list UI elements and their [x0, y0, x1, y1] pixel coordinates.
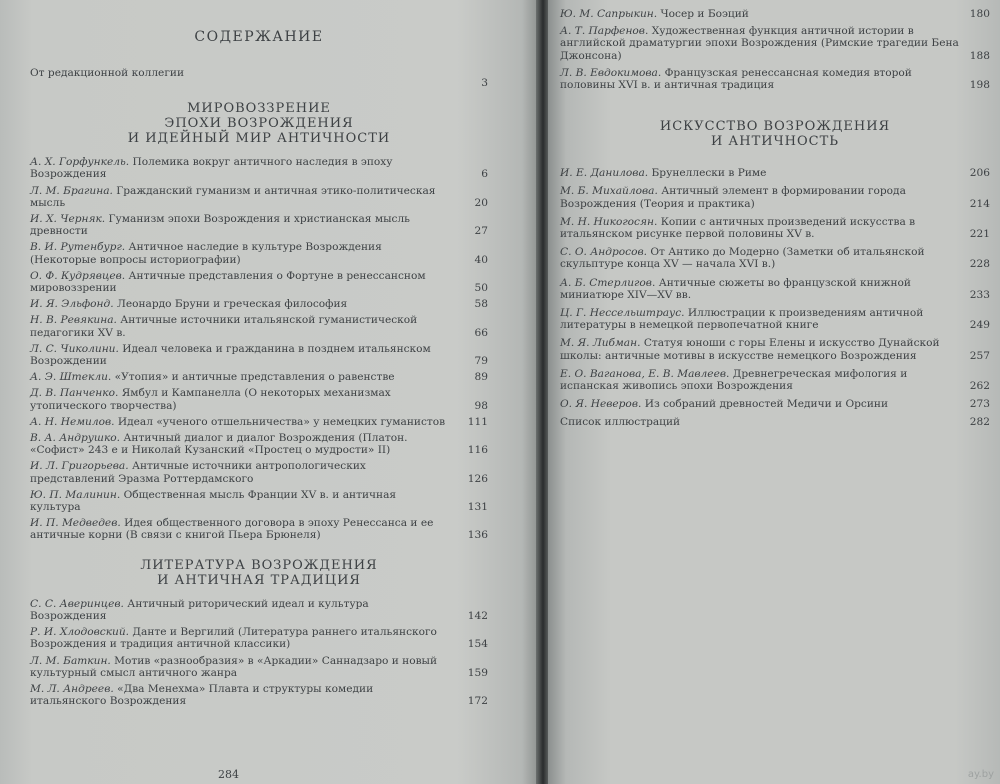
toc-entry — [560, 216, 990, 240]
entry-author: И. Я. Эльфонд. — [30, 298, 117, 311]
entry-page-number: 233 — [969, 288, 990, 301]
toc-entry — [30, 213, 488, 237]
entry-author: М. Я. Либман. — [560, 337, 644, 350]
toc-entry — [30, 241, 488, 265]
toc-entry — [30, 432, 488, 456]
entry-page-number: 214 — [969, 197, 990, 210]
toc-entry — [560, 8, 990, 20]
entry-author: Ю. П. Малинин. — [30, 488, 124, 501]
entry-page-number: 116 — [467, 444, 488, 457]
entry-author: М. Л. Андреев. — [30, 682, 118, 695]
entry-author: С. С. Аверинцев. — [30, 597, 128, 610]
entry-title: Идея общественного договора в эпоху Ренессанса и ее античные корни (В связи с книгой Пьера Брюнеля) — [30, 517, 434, 542]
entry-title: Полемика вокруг античного наследия в эпоху Возрождения — [30, 156, 393, 181]
section-line: ИСКУССТВО ВОЗРОЖДЕНИЯ — [659, 119, 891, 135]
entry-page-number: 282 — [969, 416, 990, 429]
entry-title: Леонардо Бруни и греческая философия — [116, 298, 348, 311]
toc-title: СОДЕРЖАНИЕ — [194, 29, 324, 45]
entry-title: Гуманизм эпохи Возрождения и христианская мысль древности — [30, 213, 410, 238]
toc-entry — [30, 298, 488, 310]
section-heading-1 — [30, 101, 488, 146]
entry-title: Античные источники итальянской гуманистической педагогики XV в. — [30, 314, 418, 339]
toc-list-4 — [560, 167, 990, 428]
entry-page-number: 273 — [969, 398, 990, 411]
entry-page-number: 188 — [969, 49, 990, 62]
entry-author: О. Ф. Кудрявцев. — [30, 269, 129, 282]
toc-entry — [30, 598, 488, 622]
entry-title: Художественная функция античной истории в английской драматургии эпохи Возрождения (Римские трагедии Бена Джонсона) — [560, 25, 959, 62]
entry-page-number: 172 — [467, 695, 488, 708]
entry-author: Р. И. Хлодовский. — [30, 626, 133, 639]
toc-entry — [30, 416, 488, 428]
entry-page-number: 27 — [474, 225, 488, 238]
entry-page-number: 221 — [969, 228, 990, 241]
toc-list-1 — [30, 156, 488, 541]
entry-page-number: 89 — [474, 371, 488, 384]
entry-author: Е. О. Ваганова, Е. В. Мавлеев. — [560, 367, 733, 380]
entry-title: Общественная мысль Франции XV в. и античная культура — [30, 488, 397, 514]
section-heading-3 — [560, 119, 990, 149]
entry-page-number: 111 — [467, 415, 488, 428]
intro-page: 3 — [481, 77, 488, 89]
entry-title: Древнегреческая мифология и испанская живопись эпохи Возрождения — [560, 367, 908, 393]
entry-page-number: 198 — [969, 79, 990, 92]
entry-author: Ц. Г. Нессельштраус. — [560, 307, 688, 320]
toc-entry — [30, 156, 488, 180]
entry-page-number: 206 — [969, 167, 990, 180]
toc-entry — [30, 371, 488, 383]
entry-title: Данте и Вергилий (Литература раннего итальянского Возрождения и традиция античной классики) — [30, 626, 437, 651]
entry-page-number: 79 — [474, 355, 488, 368]
entry-title: Копии с античных произведений искусства в итальянском рисунке первой половины XV в. — [560, 215, 916, 241]
entry-author: А. Э. Штекли. — [30, 371, 115, 384]
entry-title: От Антико до Модерно (Заметки об итальянской скульптуре конца XV — начала XVI в.) — [560, 246, 925, 271]
toc-list-3 — [560, 8, 990, 91]
entry-page-number: 154 — [467, 638, 488, 651]
entry-author: Л. С. Чиколини. — [30, 342, 123, 355]
entry-title: Античный элемент в формировании города Возрождения (Теория и практика) — [560, 185, 906, 210]
entry-title: Античное наследие в культуре Возрождения (Некоторые вопросы историографии) — [30, 241, 382, 266]
toc-entry — [30, 460, 488, 484]
entry-author: М. Б. Михайлова. — [560, 185, 662, 198]
entry-author: О. Я. Неверов. — [560, 398, 645, 411]
entry-author: В. А. Андрушко. — [30, 432, 124, 445]
toc-entry — [560, 25, 990, 62]
entry-title: Античный диалог и диалог Возрождения (Платон. «Софист» 243 е и Николай Кузанский «Простец о мудрости» II) — [30, 432, 408, 457]
section-heading-2 — [30, 558, 488, 588]
entry-title: Античный риторический идеал и культура Возрождения — [30, 597, 369, 622]
intro-entry — [30, 67, 488, 89]
toc-entry — [30, 270, 488, 294]
entry-title: Античные источники антропологических представлений Эразма Роттердамского — [30, 460, 366, 485]
toc-entry — [560, 277, 990, 301]
entry-author: Н. В. Ревякина. — [30, 314, 121, 327]
watermark: ay.by — [967, 769, 994, 780]
toc-entry — [30, 626, 488, 650]
toc-entry — [560, 246, 990, 270]
entry-title: Мотив «разнообразия» в «Аркадии» Саннадзаро и новый культурный смысл античного жанра — [30, 654, 438, 679]
left-column — [30, 0, 488, 711]
section-line: И АНТИЧНОСТЬ — [710, 134, 840, 150]
entry-author: Ю. М. Сапрыкин. — [560, 8, 661, 20]
entry-page-number: 228 — [969, 258, 990, 271]
entry-author: А. Н. Немилов. — [30, 415, 118, 428]
entry-title: Ямбул и Кампанелла (О некоторых механизмах утопического творчества) — [30, 387, 391, 412]
entry-page-number: 142 — [467, 609, 488, 622]
entry-page-number: 126 — [467, 472, 488, 485]
entry-page-number: 262 — [969, 380, 990, 393]
entry-page-number: 66 — [474, 326, 488, 339]
toc-entry — [30, 185, 488, 209]
right-column — [560, 8, 990, 435]
toc-entry — [30, 387, 488, 411]
toc-entry — [30, 314, 488, 338]
toc-list-2 — [30, 598, 488, 708]
entry-page-number: 180 — [969, 8, 990, 20]
section-line: ЭПОХИ ВОЗРОЖДЕНИЯ — [164, 116, 354, 132]
toc-entry — [30, 655, 488, 679]
toc-entry — [560, 398, 990, 410]
page-number-footer: 284 — [218, 768, 239, 781]
entry-author: И. П. Медведев. — [30, 517, 125, 530]
entry-author: В. И. Рутенбург. — [30, 241, 129, 254]
entry-page-number: 6 — [481, 168, 488, 181]
toc-entry — [560, 337, 990, 361]
entry-author: И. Е. Данилова. — [560, 167, 652, 180]
entry-page-number: 20 — [474, 196, 488, 209]
toc-entry — [30, 343, 488, 367]
entry-author: Л. В. Евдокимова. — [560, 66, 665, 79]
entry-author: Д. В. Панченко. — [30, 387, 122, 400]
entry-title: Античные представления о Фортуне в ренессансном мировоззрении — [30, 269, 426, 295]
section-line: И ИДЕЙНЫЙ МИР АНТИЧНОСТИ — [127, 131, 391, 147]
entry-page-number: 136 — [467, 529, 488, 542]
entry-title: Идеал «ученого отшельничества» у немецких гуманистов — [117, 415, 446, 428]
entry-author: А. Х. Горфункель. — [30, 156, 133, 169]
entry-title: Гражданский гуманизм и античная этико-политическая мысль — [30, 184, 436, 209]
entry-title: Статуя юноши с горы Елены и искусство Дунайской школы: античные мотивы в искусстве немецкого Возрождения — [560, 337, 940, 362]
toc-entry — [560, 167, 990, 179]
toc-entry — [560, 307, 990, 331]
toc-entry — [30, 517, 488, 541]
section-line: И АНТИЧНАЯ ТРАДИЦИЯ — [157, 572, 361, 588]
section-line: ЛИТЕРАТУРА ВОЗРОЖДЕНИЯ — [140, 557, 378, 573]
entry-page-number: 257 — [969, 349, 990, 362]
entry-page-number: 40 — [474, 253, 488, 266]
entry-title: «Утопия» и античные представления о равенстве — [114, 371, 395, 384]
entry-page-number: 98 — [474, 399, 488, 412]
entry-title: Брунеллески в Риме — [651, 167, 767, 180]
toc-entry — [560, 67, 990, 91]
toc-entry — [560, 368, 990, 392]
entry-page-number: 50 — [474, 282, 488, 295]
entry-author: Л. М. Брагина. — [30, 184, 117, 197]
entry-title: Французская ренессансная комедия второй половины XVI в. и античная традиция — [560, 66, 912, 92]
toc-entry — [30, 489, 488, 513]
entry-author: М. Н. Никогосян. — [560, 215, 661, 228]
entry-page-number: 249 — [969, 319, 990, 332]
entry-title: Античные сюжеты во французской книжной миниатюре XIV—XV вв. — [560, 276, 911, 301]
entry-title: Список иллюстраций — [560, 416, 681, 429]
section-line: МИРОВОЗЗРЕНИЕ — [187, 101, 331, 117]
entry-author: С. О. Андросов. — [560, 246, 651, 259]
entry-title: Чосер и Боэций — [660, 8, 749, 20]
entry-title: Идеал человека и гражданина в позднем итальянском Возрождении — [30, 342, 431, 368]
toc-entry — [30, 683, 488, 707]
entry-title: Из собраний древностей Медичи и Орсини — [644, 398, 889, 411]
entry-page-number: 58 — [474, 298, 488, 311]
toc-entry — [560, 416, 990, 428]
entry-author: А. Т. Парфенов. — [560, 25, 652, 38]
entry-author: И. Л. Григорьева. — [30, 460, 132, 473]
entry-page-number: 131 — [467, 501, 488, 514]
entry-title: Иллюстрации к произведениям античной литературы в немецкой первопечатной книге — [560, 307, 924, 332]
entry-author: И. Х. Черняк. — [30, 213, 109, 226]
right-page — [548, 0, 1000, 784]
entry-author: А. Б. Стерлигов. — [560, 276, 659, 289]
entry-page-number: 159 — [467, 666, 488, 679]
toc-entry — [560, 185, 990, 209]
entry-title: «Два Менехма» Плавта и структуры комедии итальянского Возрождения — [30, 682, 374, 708]
intro-text: От редакционной коллегии — [30, 67, 185, 79]
entry-author: Л. М. Баткин. — [30, 654, 115, 667]
